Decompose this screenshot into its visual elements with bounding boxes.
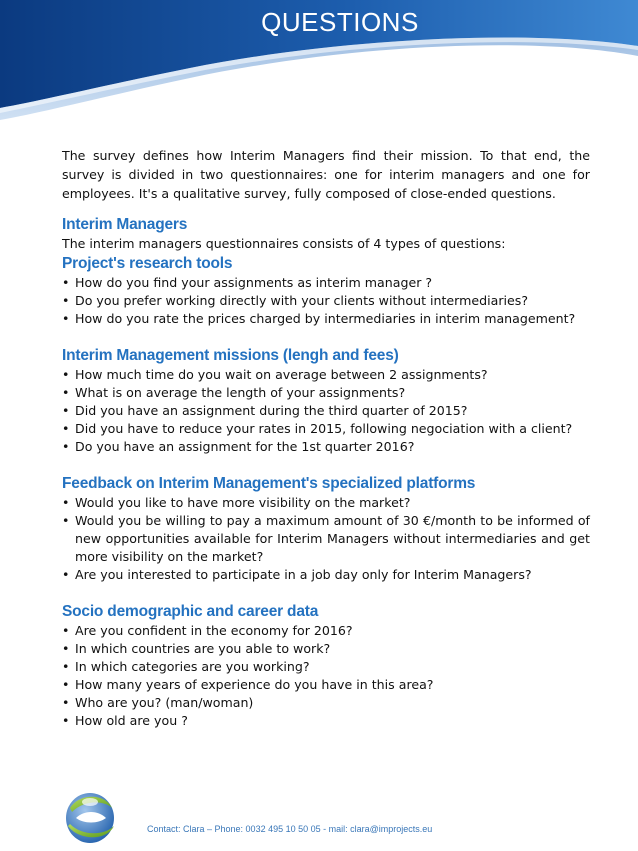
interim-managers-heading: Interim Managers: [62, 216, 188, 233]
question-item: • In which countries are you able to work?: [62, 641, 331, 656]
question-item: • Did you have to reduce your rates in 2015, following negociation with a client?: [62, 421, 573, 436]
intro-paragraph: The survey defines how Interim Managers find their mission. To that end, the survey is divided in two questionnaires: one for interim managers and one for employees. It's a qualitative survey, fully composed of close-ended questions.: [62, 148, 590, 201]
bullet-icon: •: [62, 513, 70, 528]
document-body: [62, 146, 590, 730]
header-banner: [0, 0, 638, 120]
question-item: • Are you confident in the economy for 2016?: [62, 623, 353, 638]
company-logo: [60, 788, 122, 846]
section-heading-socio-demographic: Socio demographic and career data: [62, 603, 319, 620]
question-list-socio-demographic: [62, 622, 590, 730]
section-heading-platforms: Feedback on Interim Management's specialized platforms: [62, 475, 476, 492]
question-list-platforms: [62, 494, 590, 584]
bullet-icon: •: [62, 695, 70, 710]
question-item: • How old are you ?: [62, 713, 188, 728]
question-item: • Do you have an assignment for the 1st quarter 2016?: [62, 439, 415, 454]
page-title: QUESTIONS: [261, 7, 419, 37]
bullet-icon: •: [62, 677, 70, 692]
bullet-icon: •: [62, 275, 70, 290]
question-item: • What is on average the length of your assignments?: [62, 385, 406, 400]
questionnaire-description: The interim managers questionnaires consists of 4 types of questions:: [62, 236, 506, 251]
bullet-icon: •: [62, 623, 70, 638]
section-heading-missions: Interim Management missions (lengh and fees): [62, 347, 399, 364]
bullet-icon: •: [62, 385, 70, 400]
question-item: • Did you have an assignment during the third quarter of 2015?: [62, 403, 468, 418]
bullet-icon: •: [62, 567, 70, 582]
question-item: • How do you rate the prices charged by intermediaries in interim management?: [62, 311, 576, 326]
question-list-research-tools: [62, 274, 590, 328]
footer-contact: Contact: Clara – Phone: 0032 495 10 50 05 - mail: clara@improjects.eu: [147, 824, 433, 834]
bullet-icon: •: [62, 659, 70, 674]
bullet-icon: •: [62, 439, 70, 454]
bullet-icon: •: [62, 403, 70, 418]
question-item: • Are you interested to participate in a job day only for Interim Managers?: [62, 567, 532, 582]
question-item: • How do you find your assignments as interim manager ?: [62, 275, 433, 290]
bullet-icon: •: [62, 641, 70, 656]
question-item: • Would you like to have more visibility on the market?: [62, 495, 411, 510]
question-item: • In which categories are you working?: [62, 659, 310, 674]
bullet-icon: •: [62, 367, 70, 382]
bullet-icon: •: [62, 713, 70, 728]
question-item: • How much time do you wait on average between 2 assignments?: [62, 367, 488, 382]
bullet-icon: •: [62, 421, 70, 436]
section-heading-research-tools: Project's research tools: [62, 255, 233, 272]
question-item: • Would you be willing to pay a maximum amount of 30 €/month to be informed of new opportunities available for Interim Managers without intermediaries and get more visibility on the market?: [62, 513, 590, 564]
bullet-icon: •: [62, 293, 70, 308]
question-item: • How many years of experience do you have in this area?: [62, 677, 434, 692]
bullet-icon: •: [62, 495, 70, 510]
question-item: • Who are you? (man/woman): [62, 695, 254, 710]
question-item: • Do you prefer working directly with your clients without intermediaries?: [62, 293, 529, 308]
question-list-missions: [62, 366, 590, 456]
logo-swirl-icon: [60, 788, 122, 846]
bullet-icon: •: [62, 311, 70, 326]
